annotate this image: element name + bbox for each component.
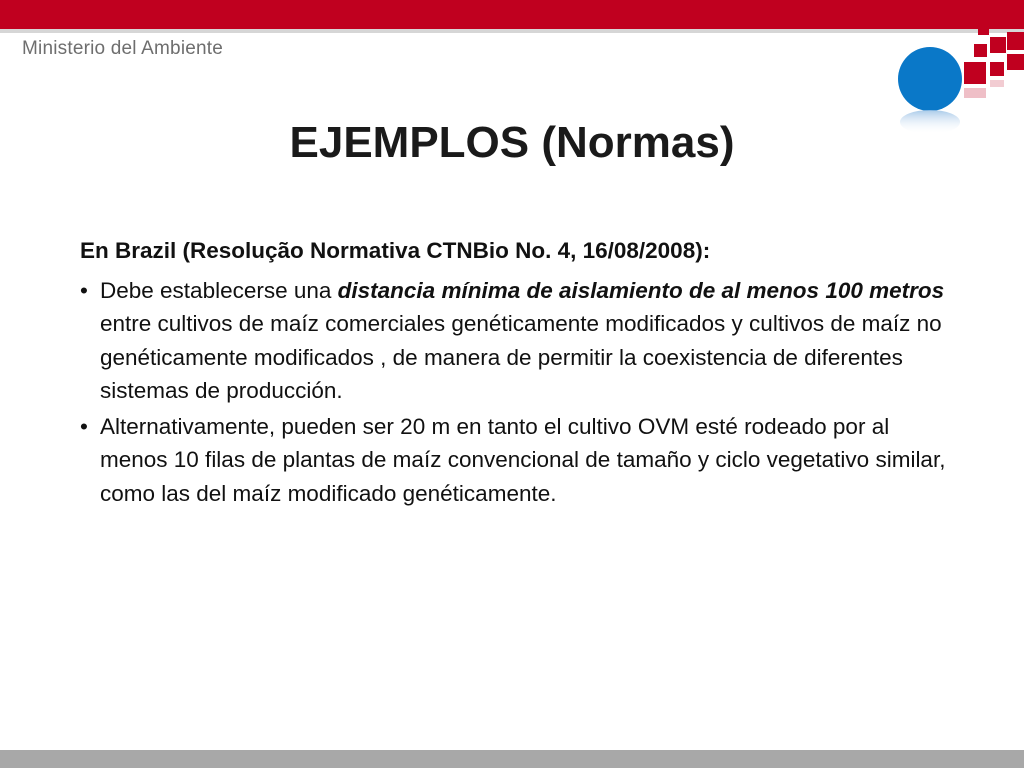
bullet-icon: • [80, 277, 88, 303]
ministry-name: Ministerio del Ambiente [22, 38, 224, 59]
bullet-icon: • [80, 413, 88, 439]
bottom-gray-bar [0, 750, 1024, 768]
bullet-item [80, 410, 960, 511]
bullet-text: Alternativamente, pueden ser 20 m en tanto el cultivo OVM esté rodeado por al menos 10 filas de plantas de maíz convencional de tamaño y ciclo vegetativo similar, como las del maíz modificado genéticamente. [100, 413, 946, 506]
bullet-text: Debe establecerse una distancia mínima de aislamiento de al menos 100 metros entre cultivos de maíz comerciales genéticamente modificados y cultivos de maíz no genéticamente modificados , de manera de permitir la coexistencia de diferentes sistemas de producción. [100, 277, 945, 403]
subheading: En Brazil (Resolução Normativa CTNBio No. 4, 16/08/2008): [80, 238, 711, 263]
slide-content [80, 234, 960, 512]
top-red-bar [0, 0, 1024, 29]
emphasis-text: distancia mínima de aislamiento de al menos 100 metros [337, 277, 945, 303]
slide-title: EJEMPLOS (Normas) [289, 118, 735, 167]
bullet-item [80, 274, 960, 408]
top-divider [0, 29, 1024, 33]
